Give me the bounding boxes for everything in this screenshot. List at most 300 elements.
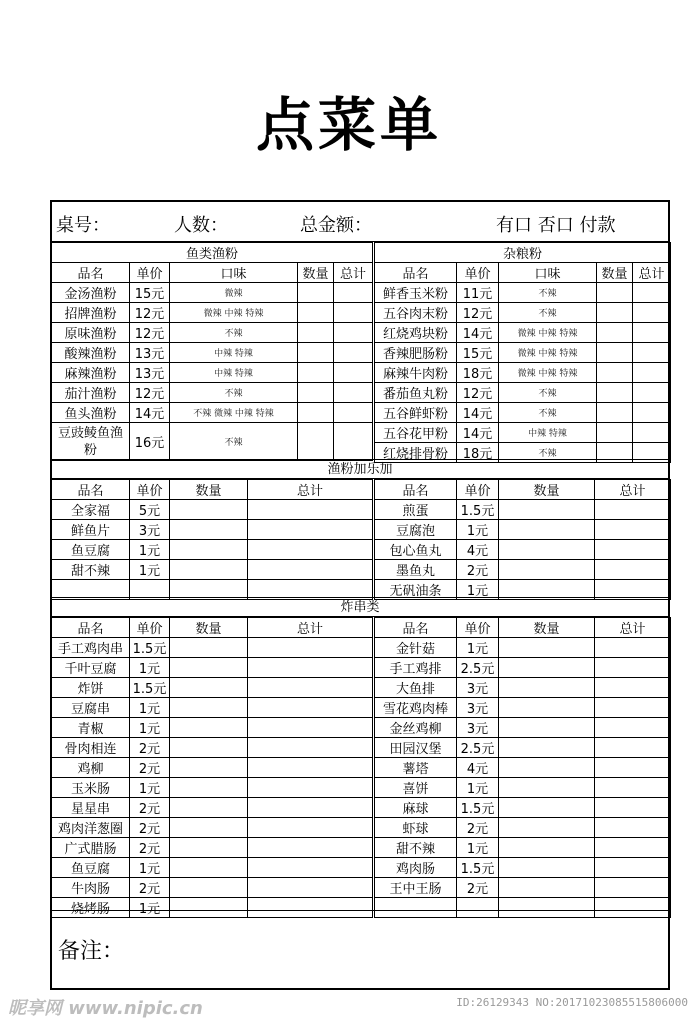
total-cell: [248, 658, 373, 678]
item-name: 喜饼: [375, 778, 457, 798]
column-header: 单价: [130, 480, 170, 500]
item-name: 五谷肉末粉: [375, 303, 457, 323]
item-flavor: 微辣 中辣 特辣: [499, 363, 597, 383]
column-header-row: [52, 480, 373, 500]
quantity-cell[interactable]: [298, 323, 334, 343]
table-row: [375, 798, 671, 818]
item-name: 雪花鸡肉棒: [375, 698, 457, 718]
addon-section-title: 渔粉加乐加: [52, 459, 668, 479]
item-price: 1元: [457, 520, 499, 540]
item-price: 2元: [130, 798, 170, 818]
total-cell: [595, 500, 671, 520]
item-name: 鱼头渔粉: [52, 403, 130, 423]
total-cell: [595, 818, 671, 838]
item-price: 1元: [130, 540, 170, 560]
item-flavor: 中辣 特辣: [499, 423, 597, 443]
item-price: 14元: [457, 423, 499, 443]
column-header: 数量: [499, 480, 595, 500]
item-name: 甜不辣: [52, 560, 130, 580]
total-cell: [595, 878, 671, 898]
quantity-cell[interactable]: [170, 638, 248, 658]
table-row: [375, 738, 671, 758]
item-name: 五谷花甲粉: [375, 423, 457, 443]
quantity-cell[interactable]: [298, 383, 334, 403]
item-price: 2元: [130, 838, 170, 858]
table-row: [52, 878, 373, 898]
item-price: 2元: [130, 818, 170, 838]
item-name: 王中王肠: [375, 878, 457, 898]
table-row: [52, 303, 373, 323]
quantity-cell[interactable]: [298, 403, 334, 423]
quantity-cell[interactable]: [499, 798, 595, 818]
table-row: [375, 423, 671, 443]
column-header: 总计: [595, 618, 671, 638]
total-cell: [248, 678, 373, 698]
item-price: 1元: [130, 658, 170, 678]
table-row: [375, 303, 671, 323]
item-name: 豆豉鲮鱼渔粉: [52, 423, 130, 461]
item-name: 骨肉相连: [52, 738, 130, 758]
item-name: 甜不辣: [375, 838, 457, 858]
item-price: 1.5元: [130, 638, 170, 658]
total-cell: [633, 423, 671, 443]
item-flavor: 不辣: [499, 403, 597, 423]
item-name: 鸡肉洋葱圈: [52, 818, 130, 838]
item-name: 金丝鸡柳: [375, 718, 457, 738]
quantity-cell[interactable]: [499, 878, 595, 898]
table-row: [52, 383, 373, 403]
quantity-cell[interactable]: [597, 283, 633, 303]
item-name: 虾球: [375, 818, 457, 838]
quantity-cell[interactable]: [499, 638, 595, 658]
quantity-cell[interactable]: [499, 778, 595, 798]
total-cell: [248, 838, 373, 858]
item-price: [457, 898, 499, 918]
quantity-cell[interactable]: [499, 658, 595, 678]
total-cell: [595, 658, 671, 678]
column-header: 总计: [633, 263, 671, 283]
total-cell: [595, 778, 671, 798]
item-name: 原味渔粉: [52, 323, 130, 343]
item-price: 3元: [130, 520, 170, 540]
table-row: [375, 698, 671, 718]
table-row: [375, 638, 671, 658]
table-row: [375, 878, 671, 898]
quantity-cell[interactable]: [298, 423, 334, 461]
total-cell: [248, 738, 373, 758]
item-name: 烧烤肠: [52, 898, 130, 918]
item-flavor: 不辣: [499, 443, 597, 463]
item-name: 墨鱼丸: [375, 560, 457, 580]
item-price: 14元: [457, 323, 499, 343]
item-flavor: 微辣 中辣 特辣: [499, 343, 597, 363]
order-form: [50, 200, 670, 990]
table-row: [375, 343, 671, 363]
item-flavor: 不辣: [499, 303, 597, 323]
total-cell: [248, 520, 373, 540]
table-row: [52, 778, 373, 798]
column-header: 品名: [375, 618, 457, 638]
quantity-cell[interactable]: [499, 520, 595, 540]
table-row: [52, 718, 373, 738]
column-header: 数量: [298, 263, 334, 283]
item-name: 香辣肥肠粉: [375, 343, 457, 363]
item-name: 全家福: [52, 500, 130, 520]
table-row: [52, 898, 373, 918]
table-row: [375, 520, 671, 540]
item-price: 2元: [457, 878, 499, 898]
total-cell: [633, 403, 671, 423]
item-name: 玉米肠: [52, 778, 130, 798]
quantity-cell[interactable]: [597, 383, 633, 403]
total-cell: [334, 403, 373, 423]
page-title: 点菜单: [255, 91, 442, 159]
item-price: 3元: [457, 678, 499, 698]
item-price: 2元: [130, 738, 170, 758]
total-amount-label: 总金额：: [300, 215, 372, 236]
total-cell: [595, 520, 671, 540]
item-price: 1元: [457, 838, 499, 858]
item-price: 12元: [130, 383, 170, 403]
fried-section-title: 炸串类: [52, 597, 668, 617]
notes-divider: [52, 910, 668, 911]
watermark-logo: 昵享网 www.nipic.cn: [8, 998, 203, 1019]
quantity-cell[interactable]: [597, 323, 633, 343]
item-name: 麻辣牛肉粉: [375, 363, 457, 383]
addon-left-table: [51, 479, 373, 600]
item-price: 15元: [457, 343, 499, 363]
item-name: 炸饼: [52, 678, 130, 698]
table-row: [375, 838, 671, 858]
table-row: [52, 658, 373, 678]
item-price: 14元: [130, 403, 170, 423]
table-row: [52, 540, 373, 560]
item-name: 豆腐泡: [375, 520, 457, 540]
table-row: [52, 343, 373, 363]
quantity-cell[interactable]: [170, 778, 248, 798]
item-price: 11元: [457, 283, 499, 303]
item-name: 千叶豆腐: [52, 658, 130, 678]
column-header: 单价: [130, 618, 170, 638]
table-row: [52, 758, 373, 778]
item-price: 1元: [130, 858, 170, 878]
quantity-cell[interactable]: [499, 758, 595, 778]
item-name: 鲜鱼片: [52, 520, 130, 540]
item-price: 2元: [457, 818, 499, 838]
grain-section-title: 杂粮粉: [375, 243, 671, 263]
item-price: 14元: [457, 403, 499, 423]
column-header: 口味: [170, 263, 298, 283]
table-row: [375, 363, 671, 383]
quantity-cell[interactable]: [170, 540, 248, 560]
quantity-cell[interactable]: [597, 363, 633, 383]
item-flavor: 不辣: [499, 383, 597, 403]
column-header-row: [375, 480, 671, 500]
quantity-cell[interactable]: [499, 838, 595, 858]
quantity-cell[interactable]: [499, 818, 595, 838]
quantity-cell[interactable]: [170, 698, 248, 718]
total-cell: [248, 818, 373, 838]
item-flavor: 中辣 特辣: [170, 363, 298, 383]
quantity-cell[interactable]: [499, 500, 595, 520]
item-price: 15元: [130, 283, 170, 303]
item-price: 4元: [457, 758, 499, 778]
item-price: 2.5元: [457, 738, 499, 758]
column-header: 总计: [595, 480, 671, 500]
item-name: 鲜香玉米粉: [375, 283, 457, 303]
item-price: 18元: [457, 443, 499, 463]
item-price: 13元: [130, 363, 170, 383]
item-flavor: 不辣 微辣 中辣 特辣: [170, 403, 298, 423]
item-name: 星星串: [52, 798, 130, 818]
quantity-cell[interactable]: [170, 818, 248, 838]
total-cell: [248, 698, 373, 718]
payment-status: 有口 否口 付款: [496, 215, 616, 236]
quantity-cell[interactable]: [170, 858, 248, 878]
item-name: 茄汁渔粉: [52, 383, 130, 403]
table-row: [375, 678, 671, 698]
item-name: 手工鸡肉串: [52, 638, 130, 658]
item-name: 番茄鱼丸粉: [375, 383, 457, 403]
item-price: 1元: [130, 560, 170, 580]
total-cell: [633, 343, 671, 363]
column-header: 数量: [170, 618, 248, 638]
column-header: 总计: [334, 263, 373, 283]
quantity-cell[interactable]: [170, 718, 248, 738]
total-cell: [595, 698, 671, 718]
item-name: 大鱼排: [375, 678, 457, 698]
table-row: [375, 560, 671, 580]
fish-section-title: 鱼类渔粉: [52, 243, 373, 263]
column-header: 品名: [375, 263, 457, 283]
quantity-cell[interactable]: [298, 283, 334, 303]
quantity-cell[interactable]: [170, 560, 248, 580]
quantity-cell[interactable]: [597, 343, 633, 363]
total-cell: [595, 798, 671, 818]
table-row: [52, 323, 373, 343]
table-row: [375, 540, 671, 560]
total-cell: [248, 560, 373, 580]
item-name: 鱼豆腐: [52, 540, 130, 560]
item-name: 牛肉肠: [52, 878, 130, 898]
item-price: 1元: [457, 580, 499, 600]
total-cell: [248, 638, 373, 658]
quantity-cell[interactable]: [499, 678, 595, 698]
total-cell: [595, 540, 671, 560]
total-cell: [248, 500, 373, 520]
item-price: 4元: [457, 540, 499, 560]
quantity-cell[interactable]: [499, 698, 595, 718]
watermark-id: ID:26129343 NO:20171023085515806000: [456, 996, 688, 1009]
table-row: [375, 778, 671, 798]
table-row: [375, 718, 671, 738]
quantity-cell[interactable]: [298, 303, 334, 323]
table-row: [52, 678, 373, 698]
table-row: [52, 858, 373, 878]
quantity-cell[interactable]: [170, 798, 248, 818]
quantity-cell[interactable]: [499, 718, 595, 738]
column-header-row: [375, 618, 671, 638]
quantity-cell[interactable]: [170, 758, 248, 778]
quantity-cell[interactable]: [170, 678, 248, 698]
table-row: [52, 560, 373, 580]
item-name: 麻球: [375, 798, 457, 818]
quantity-cell[interactable]: [597, 303, 633, 323]
item-name: 五谷鲜虾粉: [375, 403, 457, 423]
table-row: [52, 818, 373, 838]
quantity-cell[interactable]: [499, 540, 595, 560]
table-number-label: 桌号：: [56, 215, 110, 236]
quantity-cell[interactable]: [170, 520, 248, 540]
fish-noodle-table: [51, 242, 373, 461]
table-row: [375, 758, 671, 778]
item-price: 12元: [457, 383, 499, 403]
total-cell: [334, 423, 373, 461]
item-price: 2元: [130, 758, 170, 778]
item-flavor: 微辣 中辣 特辣: [170, 303, 298, 323]
table-row: [52, 283, 373, 303]
quantity-cell[interactable]: [298, 363, 334, 383]
item-name: 广式腊肠: [52, 838, 130, 858]
item-name: [375, 898, 457, 918]
item-price: 1元: [457, 638, 499, 658]
column-header: 单价: [457, 480, 499, 500]
total-cell: [334, 383, 373, 403]
item-price: 13元: [130, 343, 170, 363]
item-name: 无矾油条: [375, 580, 457, 600]
quantity-cell[interactable]: [170, 738, 248, 758]
column-header: 数量: [499, 618, 595, 638]
total-cell: [248, 778, 373, 798]
people-count-label: 人数：: [174, 215, 228, 236]
table-row: [52, 738, 373, 758]
item-price: 12元: [457, 303, 499, 323]
table-row: [52, 698, 373, 718]
item-price: 12元: [130, 323, 170, 343]
quantity-cell[interactable]: [499, 898, 595, 918]
table-row: [52, 363, 373, 383]
quantity-cell[interactable]: [170, 838, 248, 858]
total-cell: [248, 758, 373, 778]
item-price: 16元: [130, 423, 170, 461]
fried-right-table: [374, 617, 671, 918]
item-name: 鸡柳: [52, 758, 130, 778]
total-cell: [248, 858, 373, 878]
total-cell: [248, 798, 373, 818]
item-name: 酸辣渔粉: [52, 343, 130, 363]
quantity-cell[interactable]: [170, 878, 248, 898]
total-cell: [595, 898, 671, 918]
total-cell: [633, 283, 671, 303]
quantity-cell[interactable]: [499, 738, 595, 758]
table-row: [52, 500, 373, 520]
item-price: 2.5元: [457, 658, 499, 678]
table-row: [375, 323, 671, 343]
table-row: [52, 403, 373, 423]
grain-noodle-table: [374, 242, 671, 463]
column-header-row: [52, 618, 373, 638]
total-cell: [334, 303, 373, 323]
total-cell: [595, 678, 671, 698]
item-price: 1元: [457, 778, 499, 798]
total-cell: [595, 858, 671, 878]
quantity-cell[interactable]: [499, 858, 595, 878]
table-row: [375, 500, 671, 520]
total-cell: [633, 383, 671, 403]
total-cell: [334, 363, 373, 383]
addon-right-table: [374, 479, 671, 600]
quantity-cell[interactable]: [170, 658, 248, 678]
item-name: 红烧排骨粉: [375, 443, 457, 463]
column-header: 品名: [52, 618, 130, 638]
item-flavor: 不辣: [170, 323, 298, 343]
item-price: 1.5元: [130, 678, 170, 698]
total-cell: [334, 283, 373, 303]
table-row: [52, 423, 373, 461]
total-cell: [248, 540, 373, 560]
item-price: 5元: [130, 500, 170, 520]
table-row: [375, 898, 671, 918]
item-name: 鸡肉肠: [375, 858, 457, 878]
total-cell: [334, 323, 373, 343]
item-flavor: 中辣 特辣: [170, 343, 298, 363]
column-header: 单价: [457, 618, 499, 638]
column-header: 单价: [457, 263, 499, 283]
item-price: 3元: [457, 698, 499, 718]
quantity-cell[interactable]: [298, 343, 334, 363]
item-price: 1元: [130, 718, 170, 738]
item-name: 麻辣渔粉: [52, 363, 130, 383]
quantity-cell[interactable]: [597, 423, 633, 443]
total-cell: [595, 758, 671, 778]
total-cell: [595, 718, 671, 738]
total-cell: [248, 718, 373, 738]
item-price: 1元: [130, 778, 170, 798]
item-price: 12元: [130, 303, 170, 323]
total-cell: [248, 878, 373, 898]
quantity-cell[interactable]: [597, 403, 633, 423]
item-name: 招牌渔粉: [52, 303, 130, 323]
fried-left-table: [51, 617, 373, 918]
item-name: 金汤渔粉: [52, 283, 130, 303]
item-price: 1.5元: [457, 858, 499, 878]
item-name: 青椒: [52, 718, 130, 738]
table-row: [52, 520, 373, 540]
column-header: 品名: [52, 263, 130, 283]
table-row: [52, 838, 373, 858]
item-price: 18元: [457, 363, 499, 383]
quantity-cell[interactable]: [170, 898, 248, 918]
quantity-cell[interactable]: [499, 560, 595, 580]
table-row: [375, 658, 671, 678]
item-name: 红烧鸡块粉: [375, 323, 457, 343]
column-header: 品名: [375, 480, 457, 500]
total-cell: [595, 838, 671, 858]
table-row: [375, 858, 671, 878]
item-flavor: 不辣: [499, 283, 597, 303]
column-header: 总计: [248, 618, 373, 638]
item-price: 1.5元: [457, 798, 499, 818]
quantity-cell[interactable]: [170, 500, 248, 520]
column-header: 单价: [130, 263, 170, 283]
item-name: 手工鸡排: [375, 658, 457, 678]
table-row: [52, 638, 373, 658]
column-header-row: [52, 263, 373, 283]
item-price: 2元: [457, 560, 499, 580]
table-row: [375, 383, 671, 403]
table-row: [375, 283, 671, 303]
table-row: [52, 798, 373, 818]
